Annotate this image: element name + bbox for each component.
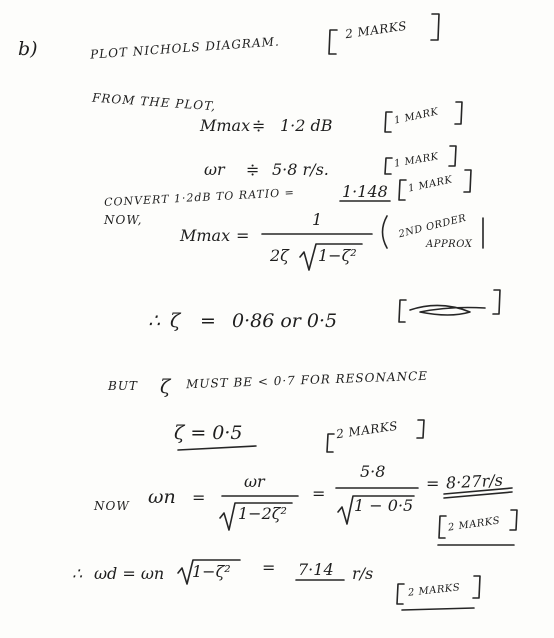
approx-equals: ≑ bbox=[246, 160, 260, 179]
wd-expression: ωd = ωn bbox=[94, 564, 165, 583]
marks-badge: 1 MARK bbox=[393, 151, 440, 170]
but-label: BUT bbox=[108, 379, 138, 393]
convert-text: CONVERT 1·2dB TO RATIO = bbox=[103, 186, 296, 209]
marks-badge: 1 MARK bbox=[407, 174, 454, 195]
plot-instruction: PLOT NICHOLS DIAGRAM. bbox=[89, 34, 281, 62]
zeta-values: 0·86 or 0·5 bbox=[232, 310, 338, 332]
marks-badge: 2 MARKS bbox=[407, 582, 461, 599]
mmax-symbol: Mmax bbox=[180, 226, 231, 245]
equals-sign: = bbox=[236, 226, 250, 245]
now-label: NOW, bbox=[104, 213, 143, 227]
mmax-symbol: Mmax bbox=[200, 116, 251, 135]
fraction-denominator: 2ζ bbox=[270, 246, 289, 265]
zeta-final: ζ = 0·5 bbox=[174, 422, 243, 444]
wr-value: 5·8 r/s. bbox=[272, 160, 329, 179]
mmax-value: 1·2 dB bbox=[280, 116, 333, 135]
equals-sign: = bbox=[312, 484, 326, 503]
radicand: 1−ζ² bbox=[318, 246, 357, 265]
zeta-symbol: ζ bbox=[170, 310, 181, 332]
equals-sign: = bbox=[262, 558, 276, 577]
wd-unit: r/s bbox=[352, 564, 374, 583]
approx-note: 2ND ORDER bbox=[397, 212, 468, 241]
equals-sign: = bbox=[426, 474, 440, 493]
radicand: 1−ζ² bbox=[192, 562, 231, 581]
therefore-symbol: ∴ bbox=[72, 564, 83, 583]
marks-badge: 2 MARKS bbox=[344, 18, 408, 42]
now-label: NOW bbox=[94, 499, 130, 513]
resonance-condition: MUST BE < 0·7 FOR RESONANCE bbox=[185, 368, 429, 392]
therefore-symbol: ∴ bbox=[148, 310, 161, 332]
approx-equals: ≑ bbox=[252, 116, 266, 135]
approx-note: APPROX bbox=[426, 239, 473, 250]
part-label: b) bbox=[18, 38, 38, 60]
marks-badge: 2 MARKS bbox=[447, 515, 501, 534]
fraction-numerator: ωr bbox=[244, 472, 265, 491]
wn-result: 8·27r/s bbox=[445, 470, 504, 493]
radicand: 1 − 0·5 bbox=[354, 496, 414, 515]
equals-sign: = bbox=[200, 310, 216, 332]
fraction-numerator: 5·8 bbox=[360, 462, 386, 481]
zeta-symbol: ζ bbox=[160, 376, 171, 398]
wn-symbol: ωn bbox=[148, 486, 176, 508]
from-plot-text: FROM THE PLOT, bbox=[91, 90, 217, 114]
wr-symbol: ωr bbox=[204, 160, 225, 179]
marks-badge: 1 MARK bbox=[393, 106, 440, 127]
fraction-numerator: 1 bbox=[312, 210, 323, 229]
equals-sign: = bbox=[192, 488, 206, 507]
radicand: 1−2ζ² bbox=[238, 504, 287, 523]
ratio-value: 1·148 bbox=[342, 182, 388, 201]
marks-badge: 2 MARKS bbox=[335, 418, 399, 442]
wd-result: 7·14 bbox=[298, 560, 334, 579]
